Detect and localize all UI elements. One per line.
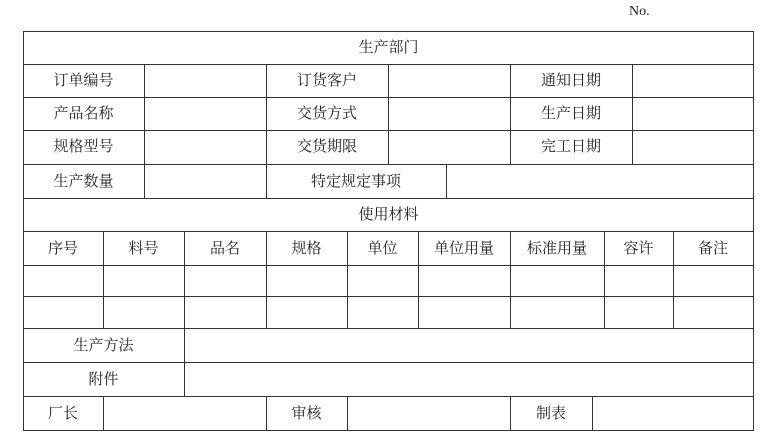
field-review[interactable] <box>348 397 510 430</box>
field-production-date[interactable] <box>633 98 753 130</box>
field-prepared-by[interactable] <box>593 397 753 430</box>
col-header-seq: 序号 <box>47 239 78 257</box>
col-header-tolerance: 容许 <box>623 239 654 257</box>
label-completion-date: 完工日期 <box>540 137 601 155</box>
field-product-name[interactable] <box>145 98 266 130</box>
col-header-material-no: 料号 <box>128 239 159 257</box>
label-special-items: 特定规定事项 <box>310 172 401 190</box>
label-review: 审核 <box>291 404 322 422</box>
field-delivery-deadline[interactable] <box>389 131 510 164</box>
col-header-spec: 规格 <box>291 239 322 257</box>
field-order-no[interactable] <box>145 65 266 97</box>
field-completion-date[interactable] <box>633 131 753 164</box>
field-notice-date[interactable] <box>633 65 753 97</box>
label-prepared-by: 制表 <box>535 404 566 422</box>
table-row[interactable] <box>24 297 753 328</box>
field-production-qty[interactable] <box>145 165 266 198</box>
label-attachment: 附件 <box>88 370 119 388</box>
label-delivery-deadline: 交货期限 <box>296 137 357 155</box>
label-product-name: 产品名称 <box>53 104 114 122</box>
field-spec-model[interactable] <box>145 131 266 164</box>
label-production-qty: 生产数量 <box>53 172 114 190</box>
label-production-date: 生产日期 <box>540 104 601 122</box>
col-header-item-name: 品名 <box>209 239 240 257</box>
field-delivery-method[interactable] <box>389 98 510 130</box>
col-header-unit: 单位 <box>367 239 398 257</box>
rule <box>23 430 754 431</box>
label-delivery-method: 交货方式 <box>296 104 357 122</box>
label-notice-date: 通知日期 <box>540 71 601 89</box>
label-spec-model: 规格型号 <box>53 137 114 155</box>
field-attachment[interactable] <box>185 363 753 396</box>
table-row[interactable] <box>24 266 753 296</box>
field-customer[interactable] <box>389 65 510 97</box>
label-order-no: 订单编号 <box>53 71 114 89</box>
label-customer: 订货客户 <box>296 71 357 89</box>
label-factory-director: 厂长 <box>47 404 78 422</box>
materials-section-title: 使用材料 <box>358 205 419 223</box>
field-special-items[interactable] <box>447 165 753 198</box>
field-production-method[interactable] <box>185 329 753 362</box>
form-title: 生产部门 <box>358 38 419 56</box>
col-header-unit-usage: 单位用量 <box>433 239 494 257</box>
label-production-method: 生产方法 <box>73 336 134 354</box>
field-factory-director[interactable] <box>104 397 266 430</box>
rule <box>753 31 754 431</box>
col-header-standard-usage: 标准用量 <box>526 239 587 257</box>
form-number-label: No. <box>629 4 650 19</box>
col-header-remarks: 备注 <box>697 239 728 257</box>
